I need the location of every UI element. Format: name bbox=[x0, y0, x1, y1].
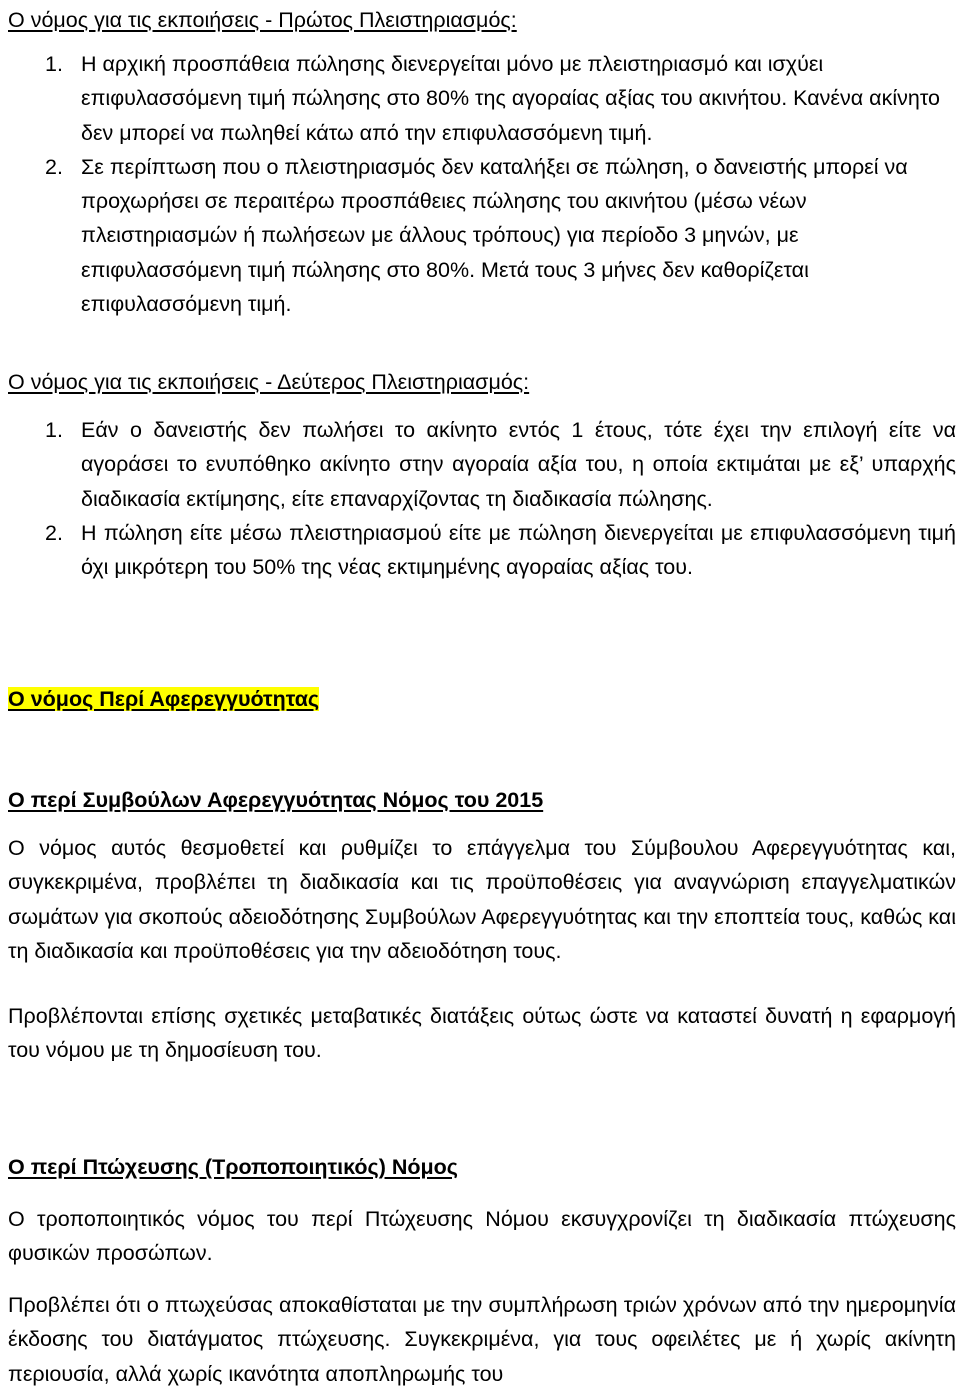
list-item-text: Η αρχική προσπάθεια πώλησης διενεργείται μόνο με πλειστηριασμό και ισχύει επιφυλασσόμενη τιμή πώλησης στο 80% της αγοραίας αξίας του ακινήτου. Κανένα ακίνητο δεν μπορεί να πωληθεί κάτω από την επιφυλασσόμενη τιμή. bbox=[81, 52, 940, 145]
list-item-text: Εάν ο δανειστής δεν πωλήσει το ακίνητο εντός 1 έτους, τότε έχει την επιλογή είτε να αγοράσει το ενυπόθηκο ακίνητο στην αγοραία αξία του, η οποία εκτιμάται με εξ’ υπαρχής διαδικασία εκτίμησης, είτε επαναρχίζοντας τη διαδικασία πώλησης. bbox=[81, 418, 956, 511]
list-item-number: 1. bbox=[45, 52, 63, 76]
list-item-number: 2. bbox=[45, 154, 63, 179]
second-auction-list bbox=[0, 413, 960, 584]
paragraph: Προβλέπονται επίσης σχετικές μεταβατικές διατάξεις ούτως ώστε να καταστεί δυνατή η εφαρμογή του νόμου με τη δημοσίευση του. bbox=[8, 1004, 956, 1063]
paragraph: Ο τροποποιητικός νόμος του περί Πτώχευσης Νόμου εκσυγχρονίζει τη διαδικασία πτώχευσης φυσικών προσώπων. bbox=[8, 1207, 956, 1266]
list-item-text: Σε περίπτωση που ο πλειστηριασμός δεν καταλήξει σε πώληση, ο δανειστής μπορεί να προχωρήσει σε περαιτέρω προσπάθειες πώλησης του ακινήτου (μέσω νέων πλειστηριασμών ή πωλήσεων με άλλους τρόπους) για περίοδο 3 μηνών, με επιφυλασσόμενη τιμή πώλησης στο 80%. Μετά τους 3 μήνες δεν καθορίζεται επιφυλασσόμενη τιμή. bbox=[81, 154, 908, 317]
paragraph: Προβλέπει ότι ο πτωχεύσας αποκαθίσταται με την συμπλήρωση τριών χρόνων από την ημερομηνία έκδοσης του διατάγματος πτώχευσης. Συγκεκριμένα, για τους οφειλέτες με ή χωρίς ακίνητη περιουσία, αλλά χωρίς ικανότητα αποπληρωμής του bbox=[8, 1293, 956, 1386]
list-item bbox=[0, 413, 960, 516]
list-item bbox=[0, 47, 960, 150]
highlighted-heading: Ο νόμος Περί Αφερεγγυότητας bbox=[8, 687, 320, 711]
section-heading-second-auction: Ο νόμος για τις εκποιήσεις - Δεύτερος Πλειστηριασμός: bbox=[8, 370, 530, 394]
section-heading-first-auction: Ο νόμος για τις εκποιήσεις - Πρώτος Πλειστηριασμός: bbox=[8, 8, 517, 32]
list-item-number: 2. bbox=[45, 520, 63, 545]
list-item-number: 1. bbox=[45, 418, 63, 442]
section-heading-insolvency-law bbox=[0, 682, 319, 716]
section-heading-insolvency-advisors-law: Ο περί Συμβούλων Αφερεγγυότητας Νόμος του 2015 bbox=[8, 788, 544, 812]
section-heading-bankruptcy-amendment-law: Ο περί Πτώχευσης (Τροποποιητικός) Νόμος bbox=[8, 1155, 458, 1179]
list-item-text: Η πώληση είτε μέσω πλειστηριασμού είτε με πώληση διενεργείται με επιφυλασσόμενη τιμή όχι μικρότερη του 50% της νέας εκτιμημένης αγοραίας αξίας του. bbox=[81, 520, 956, 580]
paragraph: Ο νόμος αυτός θεσμοθετεί και ρυθμίζει το επάγγελμα του Σύμβουλου Αφερεγγυότητας και, συγκεκριμένα, προβλέπει τη διαδικασία και τις προϋποθέσεις για αναγνώριση επαγγελματικών σωμάτων για σκοπούς αδειοδότησης Συμβούλων Αφερεγγυότητας και την εποπτεία τους, καθώς και τη διαδικασία και προϋποθέσεις για την αδειοδότηση τους. bbox=[8, 836, 956, 963]
first-auction-list bbox=[0, 47, 960, 321]
list-item bbox=[0, 516, 960, 585]
list-item bbox=[0, 150, 960, 321]
